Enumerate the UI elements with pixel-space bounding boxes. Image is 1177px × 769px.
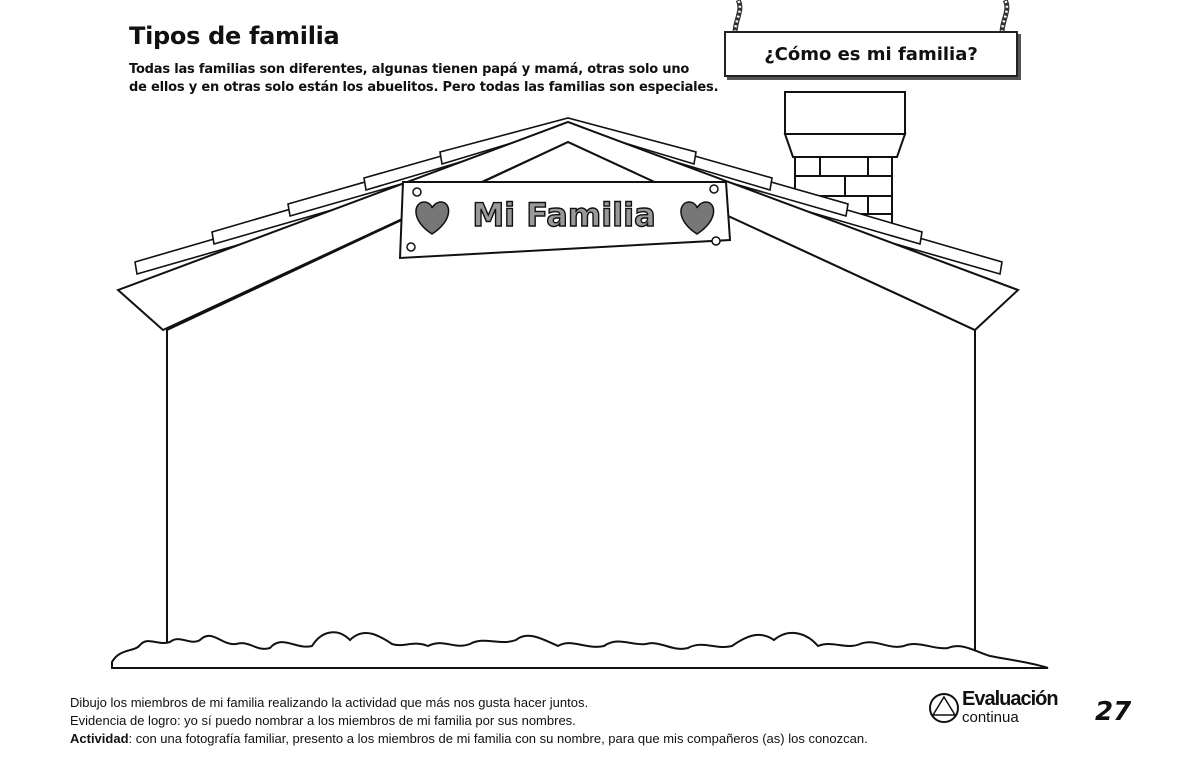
page-title: Tipos de familia <box>129 22 340 50</box>
evaluation-title: Evaluación <box>962 688 1058 710</box>
page-number: 27 <box>1095 697 1132 727</box>
evaluation-subtitle: continua <box>962 709 1019 726</box>
footer-line-2: Evidencia de logro: yo sí puedo nombrar a los miembros de mi familia por sus nombres. <box>70 713 576 728</box>
footer-line-1: Dibujo los miembros de mi familia realizando la actividad que más nos gusta hacer juntos. <box>70 695 589 710</box>
intro-line-2: de ellos y en otras solo están los abuelitos. Pero todas las familias son especiales. <box>129 80 719 95</box>
evaluation-badge <box>928 688 1068 728</box>
banner-text: Mi Familia <box>472 196 656 234</box>
footer-instructions <box>70 694 868 748</box>
intro-line-1: Todas las familias son diferentes, algunas tienen papá y mamá, otras solo uno <box>129 62 690 77</box>
activity-label: Actividad <box>70 731 129 746</box>
hanging-sign: ¿Cómo es mi familia? <box>724 31 1018 77</box>
evaluation-logo-icon <box>928 690 960 726</box>
footer-line-3 <box>70 730 868 748</box>
activity-text: : con una fotografía familiar, presento a los miembros de mi familia con su nombre, para que mis compañeros (as) los conozcan. <box>128 731 868 746</box>
